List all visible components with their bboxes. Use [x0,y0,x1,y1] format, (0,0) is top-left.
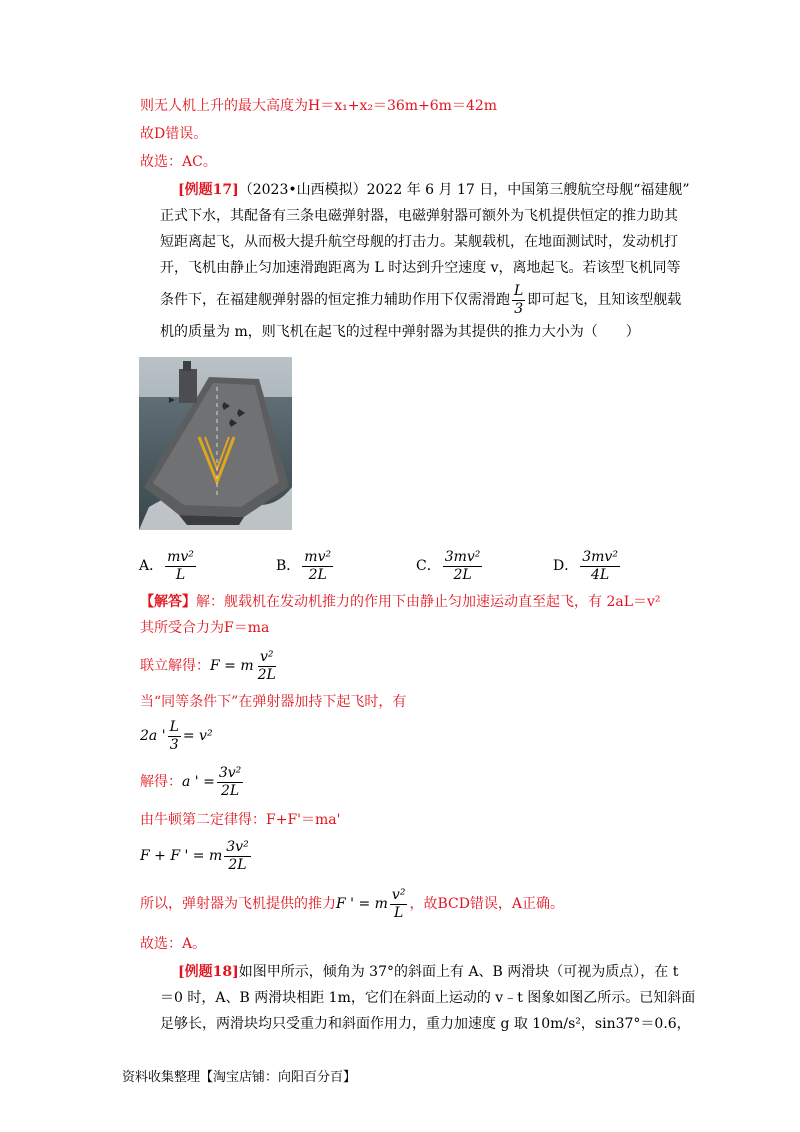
answer-line5 [140,718,213,754]
choose-ac-line: 故选：AC。 [140,154,217,170]
answer-eq4-fraction: $\frac{\text{3v²}}{2L}$ [226,838,249,873]
answer-eq2-lhs: 2a ' [140,728,166,744]
example17-line1 [178,180,690,200]
example18-line3: 足够长，两滑块均只受重力和斜面作用力，重力加速度 g 取 10m/s²，sin37°＝0.6， [160,1016,691,1032]
answer-eq1-fraction: $\frac{\text{v²}}{2L}$ [257,648,276,683]
answer-text1: 解：舰载机在发动机推力的作用下由静止匀加速运动直至起飞，有 2aL＝v² [196,594,661,610]
example17-line4: 开，飞机由静止匀加速滑跑距离为 L 时达到升空速度 v，离地起飞。若该型飞机同等 [160,260,681,276]
answer-line6 [140,764,245,800]
option-a-fraction: $\frac{\text{mv²}}{L}$ [167,548,194,583]
example18-text1: 如图甲所示，倾角为 37°的斜面上有 A、B 两滑块（可视为质点），在 t [238,964,679,980]
example17-line5 [160,282,681,318]
answer-eq4-lhs: F + F ' = m [140,848,223,864]
aircraft-carrier-photo [139,357,292,530]
example17-line6: 机的质量为 m，则飞机在起飞的过程中弹射器为其提供的推力大小为（ ） [160,324,640,340]
answer-eq3-fraction: $\frac{\text{3v²}}{2L}$ [218,764,242,799]
answer-line9 [140,886,564,922]
answer-tag: 【解答】 [140,594,196,610]
example18-line2: ＝0 时，A、B 两滑块相距 1m，它们在斜面上运动的 v﹣t 图象如图乙所示。已知斜面 [160,990,696,1006]
answer-line7: 由牛顿第二定律得：F+F'＝ma' [140,812,341,828]
example17-text5b: 即可起飞，且知该型舰载 [527,292,682,308]
answer-line1 [140,592,661,612]
answer-eq5-lhs: F ' = m [336,896,388,912]
example17-line3: 短距离起飞，从而极大提升航空母舰的打击力。某舰载机，在地面测试时，发动机打 [160,234,678,250]
option-b-fraction: $\frac{\text{mv²}}{2L}$ [304,548,332,583]
answer-line2: 其所受合力为F＝ma [140,620,270,636]
l-over-3-fraction: $\frac{L}{3}$ [514,282,524,317]
example18-tag: [例题18] [178,964,239,980]
answer-eq2-rhs: = v² [182,728,213,744]
option-b [276,546,335,586]
answer-line3 [140,648,280,684]
answer-line8 [140,838,253,874]
answer-line10: 故选：A。 [140,936,207,952]
option-b-label: B． [276,558,301,574]
option-a [139,546,198,586]
option-c-label: C． [416,558,441,574]
option-c-fraction: $\frac{\text{3mv²}}{2L}$ [444,548,481,583]
answer-solve-label2: 解得： [140,774,182,790]
example17-text1: （2023•山西模拟）2022 年 6 月 17 日，中国第三艘航空母舰“福建舰” [238,182,690,198]
example17-tag: [例题17] [178,182,239,198]
answer-line4: 当“同等条件下”在弹射器加持下起飞时，有 [140,694,407,710]
max-height-line: 则无人机上升的最大高度为H＝x₁+x₂＝36m+6m＝42m [140,98,498,114]
answer-text9b: ，故BCD错误，A正确。 [409,896,565,912]
answer-eq3-lhs: a ' = [182,774,215,790]
example18-line1 [178,962,678,982]
example17-text5a: 条件下，在福建舰弹射器的恒定推力辅助作用下仅需滑跑 [160,292,510,308]
option-c [416,546,484,586]
option-d [553,546,622,586]
answer-eq1-lhs: F = m [210,658,254,674]
example17-line2: 正式下水，其配备有三条电磁弹射器，电磁弹射器可额外为飞机提供恒定的推力助其 [160,208,678,224]
option-d-label: D． [553,558,579,574]
d-wrong-line: 故D错误。 [140,126,208,142]
footer-source: 资料收集整理【淘宝店铺：向阳百分百】 [122,1070,357,1085]
option-a-label: A． [139,558,164,574]
answer-eq5-fraction: $\frac{\text{v²}}{L}$ [391,886,406,921]
answer-solve-label: 联立解得： [140,658,210,674]
option-d-fraction: $\frac{\text{3mv²}}{4L}$ [582,548,618,583]
answer-eq2-fraction: $\frac{L}{3}$ [169,718,179,753]
answer-text9a: 所以，弹射器为飞机提供的推力 [140,896,336,912]
